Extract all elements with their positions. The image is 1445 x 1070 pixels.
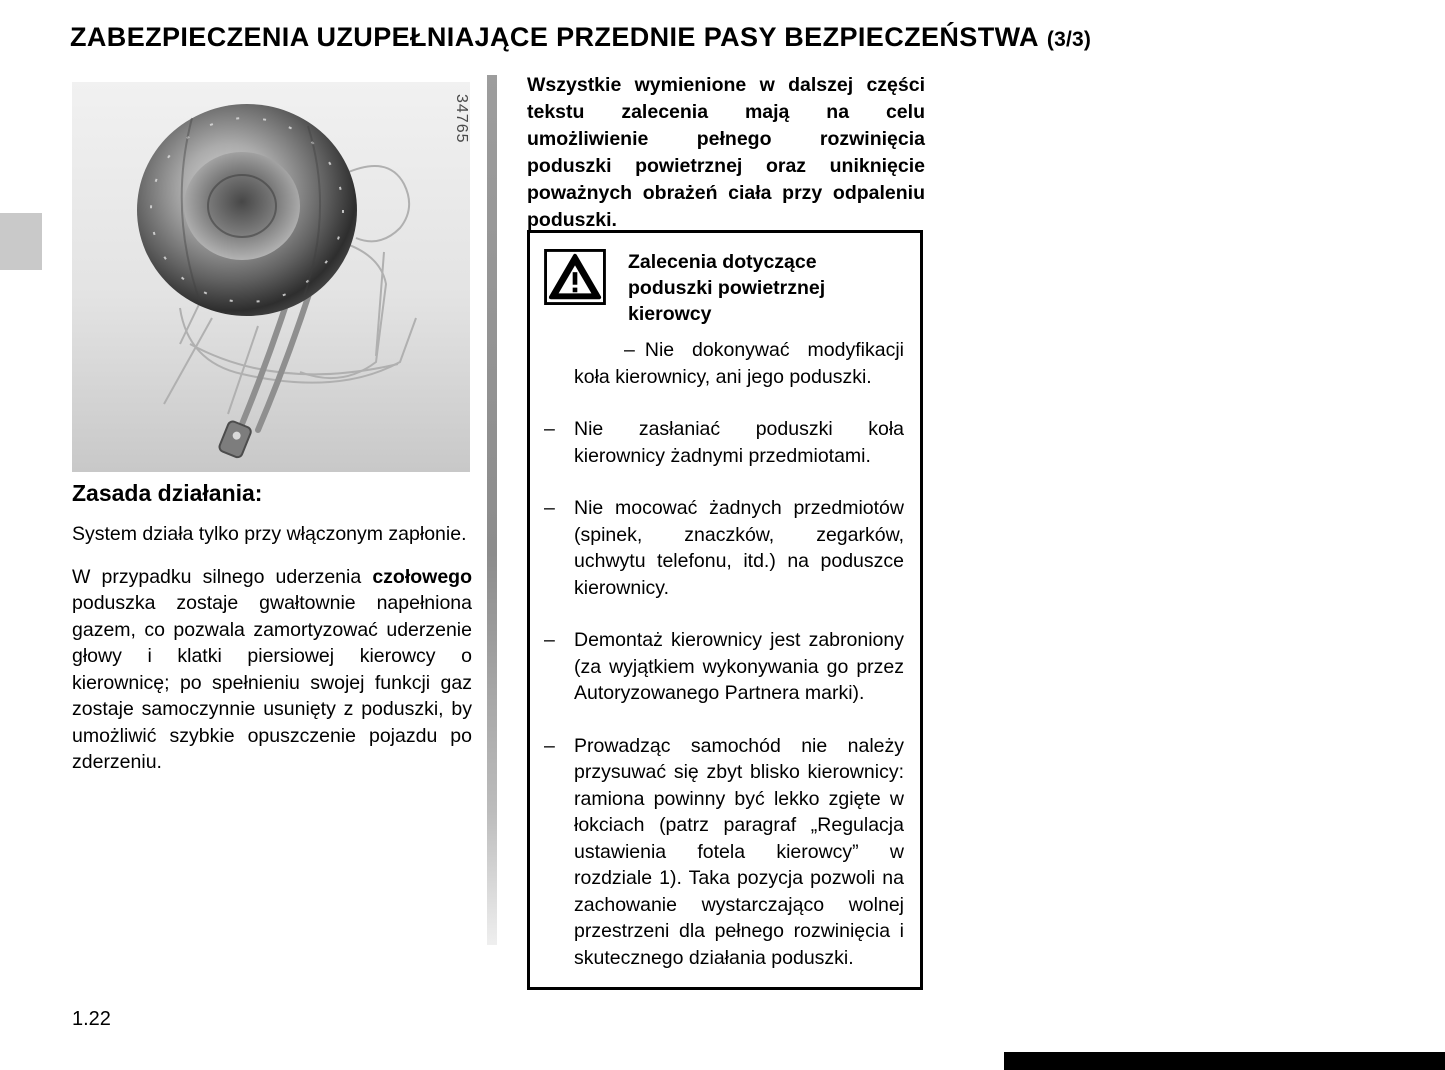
warning-item: [544, 627, 904, 707]
airbag-shape: [137, 104, 357, 316]
page-title: [70, 22, 1091, 53]
warning-item: [544, 495, 904, 601]
warning-item-text: Nie zasłaniać poduszki koła kierownicy żadnymi przedmiotami.: [574, 418, 904, 467]
warning-box-title: Zalecenia dotyczące poduszki powietrznej kierowcy: [628, 251, 826, 325]
warning-item-text: Nie dokonywać modyfikacji koła kierownicy, ani jego poduszki.: [574, 339, 904, 388]
paragraph-ignition: System działa tylko przy włączonym zapłonie.: [72, 523, 467, 545]
paragraph-frontal-impact: [72, 564, 472, 776]
paragraph-part-after: poduszka zostaje gwałtownie napełniona gazem, co pozwala zamortyzować uderzenie głowy i klatki piersiowej kierowcy o kierownicę; po spełnieniu swojej funkcji gaz zostaje samoczynnie usunięty z poduszki, by umożliwić szybkie opuszczenie pojazdu po zderzeniu.: [72, 592, 472, 773]
paragraph-part-before: W przypadku silnego uderzenia: [72, 565, 373, 588]
warning-item: [544, 337, 904, 390]
column-divider: [487, 75, 497, 945]
page-number: 1.22: [72, 1008, 111, 1030]
warning-item: [544, 733, 904, 972]
warning-item: [544, 416, 904, 469]
page-title-text: ZABEZPIECZENIA UZUPEŁNIAJĄCE PRZEDNIE PASY BEZPIECZEŃSTWA: [70, 22, 1039, 52]
chapter-tab-marker: [0, 213, 42, 270]
airbag-figure: [72, 82, 470, 472]
left-column: [72, 480, 472, 792]
list-dash: –: [544, 418, 555, 440]
footer-bar: [1004, 1052, 1445, 1070]
warning-triangle-icon: [544, 249, 606, 305]
list-dash: –: [544, 734, 555, 757]
warning-item-text: Demontaż kierownicy jest zabroniony (za wyjątkiem wykonywania go przez Autoryzowanego Partnera marki).: [574, 629, 904, 704]
list-dash: –: [624, 339, 635, 361]
figure-number-area: [450, 94, 470, 164]
list-dash: –: [544, 629, 555, 651]
intro-paragraph: Wszystkie wymienione w dalszej części tekstu zalecenia mają na celu umożliwienie pełnego rozwinięcia poduszki powietrznej oraz uniknięcie poważnych obrażeń ciała przy odpaleniu poduszki.: [527, 74, 925, 231]
warning-box: [527, 230, 923, 990]
section-heading: Zasada działania:: [72, 480, 263, 506]
airbag-illustration-image: [72, 82, 470, 472]
paragraph-part-bold: czołowego: [372, 565, 472, 588]
warning-list: [544, 337, 904, 971]
warning-item-text: Prowadząc samochód nie należy przysuwać się zbyt blisko kierownicy: ramiona powinny być lekko zgięte w łokciach (patrz paragraf „Regulacja ustawienia fotela kierowcy” w rozdziale 1). Taka pozycja pozwoli na zachowanie wystarczająco wolnej przestrzeni dla pełnego rozwinięcia i skutecznego działania poduszki.: [574, 734, 904, 969]
list-dash: –: [544, 497, 555, 519]
figure-number: 34765: [453, 94, 470, 144]
page-title-suffix: (3/3): [1046, 28, 1092, 51]
warning-item-text: Nie mocować żadnych przedmiotów (spinek, znaczków, zegarków, uchwytu telefonu, itd.) na poduszce kierownicy.: [574, 497, 904, 599]
